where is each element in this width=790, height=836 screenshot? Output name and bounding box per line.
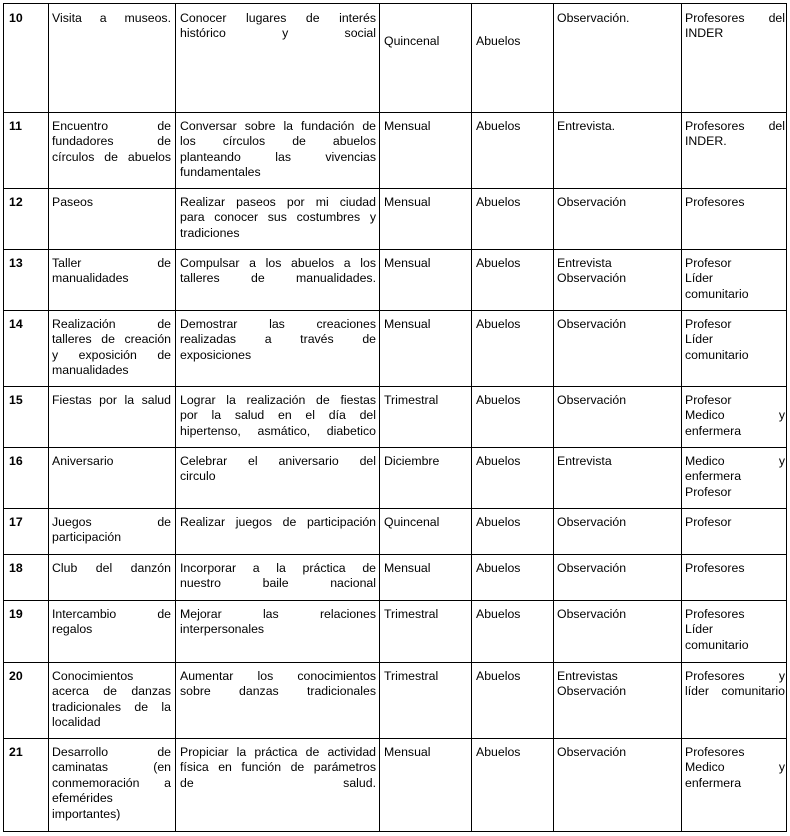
participants-cell: Abuelos	[476, 119, 521, 133]
row-number: 21	[9, 745, 23, 759]
evaluation-cell: Observación	[557, 607, 627, 621]
evaluation-cell: Entrevista Observación	[557, 256, 627, 286]
evaluation-cell: Observación	[557, 317, 627, 331]
column-divider	[553, 4, 554, 831]
participants-cell: Abuelos	[476, 669, 521, 683]
evaluation-cell: Observación	[557, 393, 627, 407]
row-divider	[4, 188, 786, 189]
activities-table	[3, 3, 787, 832]
participants-cell: Abuelos	[476, 195, 521, 209]
frequency-cell: Mensual	[384, 119, 431, 133]
column-divider	[379, 4, 380, 831]
frequency-cell: Trimestral	[384, 607, 439, 621]
responsible-cell: Profesores del INDER.	[685, 119, 785, 149]
responsible-cell: Profesor Medico y enfermera	[685, 393, 785, 438]
objective-cell: Realizar paseos por mi ciudad para conocer sus costumbres y tradiciones	[180, 195, 376, 240]
column-divider	[471, 4, 472, 831]
objective-cell: Conversar sobre la fundación de los círculos de abuelos planteando las vivencias fundamentales	[180, 119, 376, 180]
participants-cell: Abuelos	[476, 34, 521, 48]
responsible-cell: Profesores Líder comunitario	[685, 607, 749, 652]
evaluation-cell: Observación	[557, 561, 627, 575]
participants-cell: Abuelos	[476, 317, 521, 331]
activity-cell: Paseos	[52, 195, 94, 209]
frequency-cell: Trimestral	[384, 393, 439, 407]
responsible-cell: Profesores y líder comunitario	[685, 669, 785, 699]
participants-cell: Abuelos	[476, 515, 521, 529]
objective-cell: Aumentar los conocimientos sobre danzas tradicionales	[180, 669, 376, 699]
row-divider	[4, 112, 786, 113]
evaluation-cell: Observación	[557, 515, 627, 529]
column-divider	[175, 4, 176, 831]
row-divider	[4, 310, 786, 311]
row-number: 15	[9, 393, 23, 407]
frequency-cell: Mensual	[384, 317, 431, 331]
row-divider	[4, 554, 786, 555]
row-number: 16	[9, 454, 23, 468]
evaluation-cell: Observación	[557, 195, 627, 209]
row-number: 11	[9, 119, 22, 133]
activity-cell: Aniversario	[52, 454, 114, 468]
responsible-cell: Profesor Líder comunitario	[685, 317, 749, 362]
responsible-cell: Profesor	[685, 515, 732, 529]
evaluation-cell: Observación	[557, 745, 627, 759]
objective-cell: Propiciar la práctica de actividad física en función de parámetros de salud.	[180, 745, 376, 790]
frequency-cell: Mensual	[384, 256, 431, 270]
activity-cell: Taller de manualidades	[52, 256, 171, 286]
objective-cell: Demostrar las creaciones realizadas a través de exposiciones	[180, 317, 376, 362]
activity-cell: Fiestas por la salud	[52, 393, 171, 407]
participants-cell: Abuelos	[476, 393, 521, 407]
frequency-cell: Mensual	[384, 745, 431, 759]
row-number: 20	[9, 669, 23, 683]
participants-cell: Abuelos	[476, 607, 521, 621]
frequency-cell: Mensual	[384, 195, 431, 209]
responsible-cell: Profesor Líder comunitario	[685, 256, 749, 301]
objective-cell: Compulsar a los abuelos a los talleres de manualidades.	[180, 256, 376, 286]
objective-cell: Realizar juegos de participación	[180, 515, 376, 529]
objective-cell: Conocer lugares de interés histórico y social	[180, 11, 376, 41]
row-divider	[4, 600, 786, 601]
objective-cell: Incorporar a la práctica de nuestro baile nacional	[180, 561, 376, 591]
frequency-cell: Trimestral	[384, 669, 439, 683]
row-divider	[4, 738, 786, 739]
row-number: 13	[9, 256, 23, 270]
objective-cell: Lograr la realización de fiestas por la salud en el día del hipertenso, asmático, diabetico	[180, 393, 376, 438]
frequency-cell: Diciembre	[384, 454, 440, 468]
frequency-cell: Quincenal	[384, 34, 440, 48]
row-number: 10	[9, 11, 23, 25]
objective-cell: Mejorar las relaciones interpersonales	[180, 607, 376, 637]
row-divider	[4, 249, 786, 250]
activity-cell: Visita a museos.	[52, 11, 171, 25]
row-number: 19	[9, 607, 23, 621]
activity-cell: Realización de talleres de creación y exposición de manualidades	[52, 317, 171, 378]
participants-cell: Abuelos	[476, 454, 521, 468]
activity-cell: Desarrollo de caminatas (en conmemoración a efemérides importantes)	[52, 745, 171, 821]
evaluation-cell: Observación.	[557, 11, 630, 25]
row-divider	[4, 508, 786, 509]
frequency-cell: Quincenal	[384, 515, 440, 529]
row-number: 14	[9, 317, 23, 331]
participants-cell: Abuelos	[476, 561, 521, 575]
frequency-cell: Mensual	[384, 561, 431, 575]
evaluation-cell: Entrevista.	[557, 119, 616, 133]
participants-cell: Abuelos	[476, 256, 521, 270]
responsible-cell: Medico y enfermera Profesor	[685, 454, 785, 499]
objective-cell: Celebrar el aniversario del circulo	[180, 454, 376, 484]
evaluation-cell: Entrevistas Observación	[557, 669, 627, 699]
activity-cell: Conocimientos acerca de danzas tradicionales de la localidad	[52, 669, 171, 730]
row-number: 12	[9, 195, 23, 209]
participants-cell: Abuelos	[476, 745, 521, 759]
row-divider	[4, 662, 786, 663]
column-divider	[48, 4, 49, 831]
activity-cell: Encuentro de fundadores de círculos de abuelos	[52, 119, 171, 164]
responsible-cell: Profesores	[685, 561, 745, 575]
responsible-cell: Profesores	[685, 195, 745, 209]
responsible-cell: Profesores del INDER	[685, 11, 785, 41]
evaluation-cell: Entrevista	[557, 454, 612, 468]
row-divider	[4, 447, 786, 448]
responsible-cell: Profesores Medico y enfermera	[685, 745, 785, 790]
activity-cell: Club del danzón	[52, 561, 171, 575]
row-number: 18	[9, 561, 23, 575]
activity-cell: Intercambio de regalos	[52, 607, 171, 637]
row-number: 17	[9, 515, 23, 529]
row-divider	[4, 386, 786, 387]
column-divider	[681, 4, 682, 831]
activity-cell: Juegos de participación	[52, 515, 171, 545]
